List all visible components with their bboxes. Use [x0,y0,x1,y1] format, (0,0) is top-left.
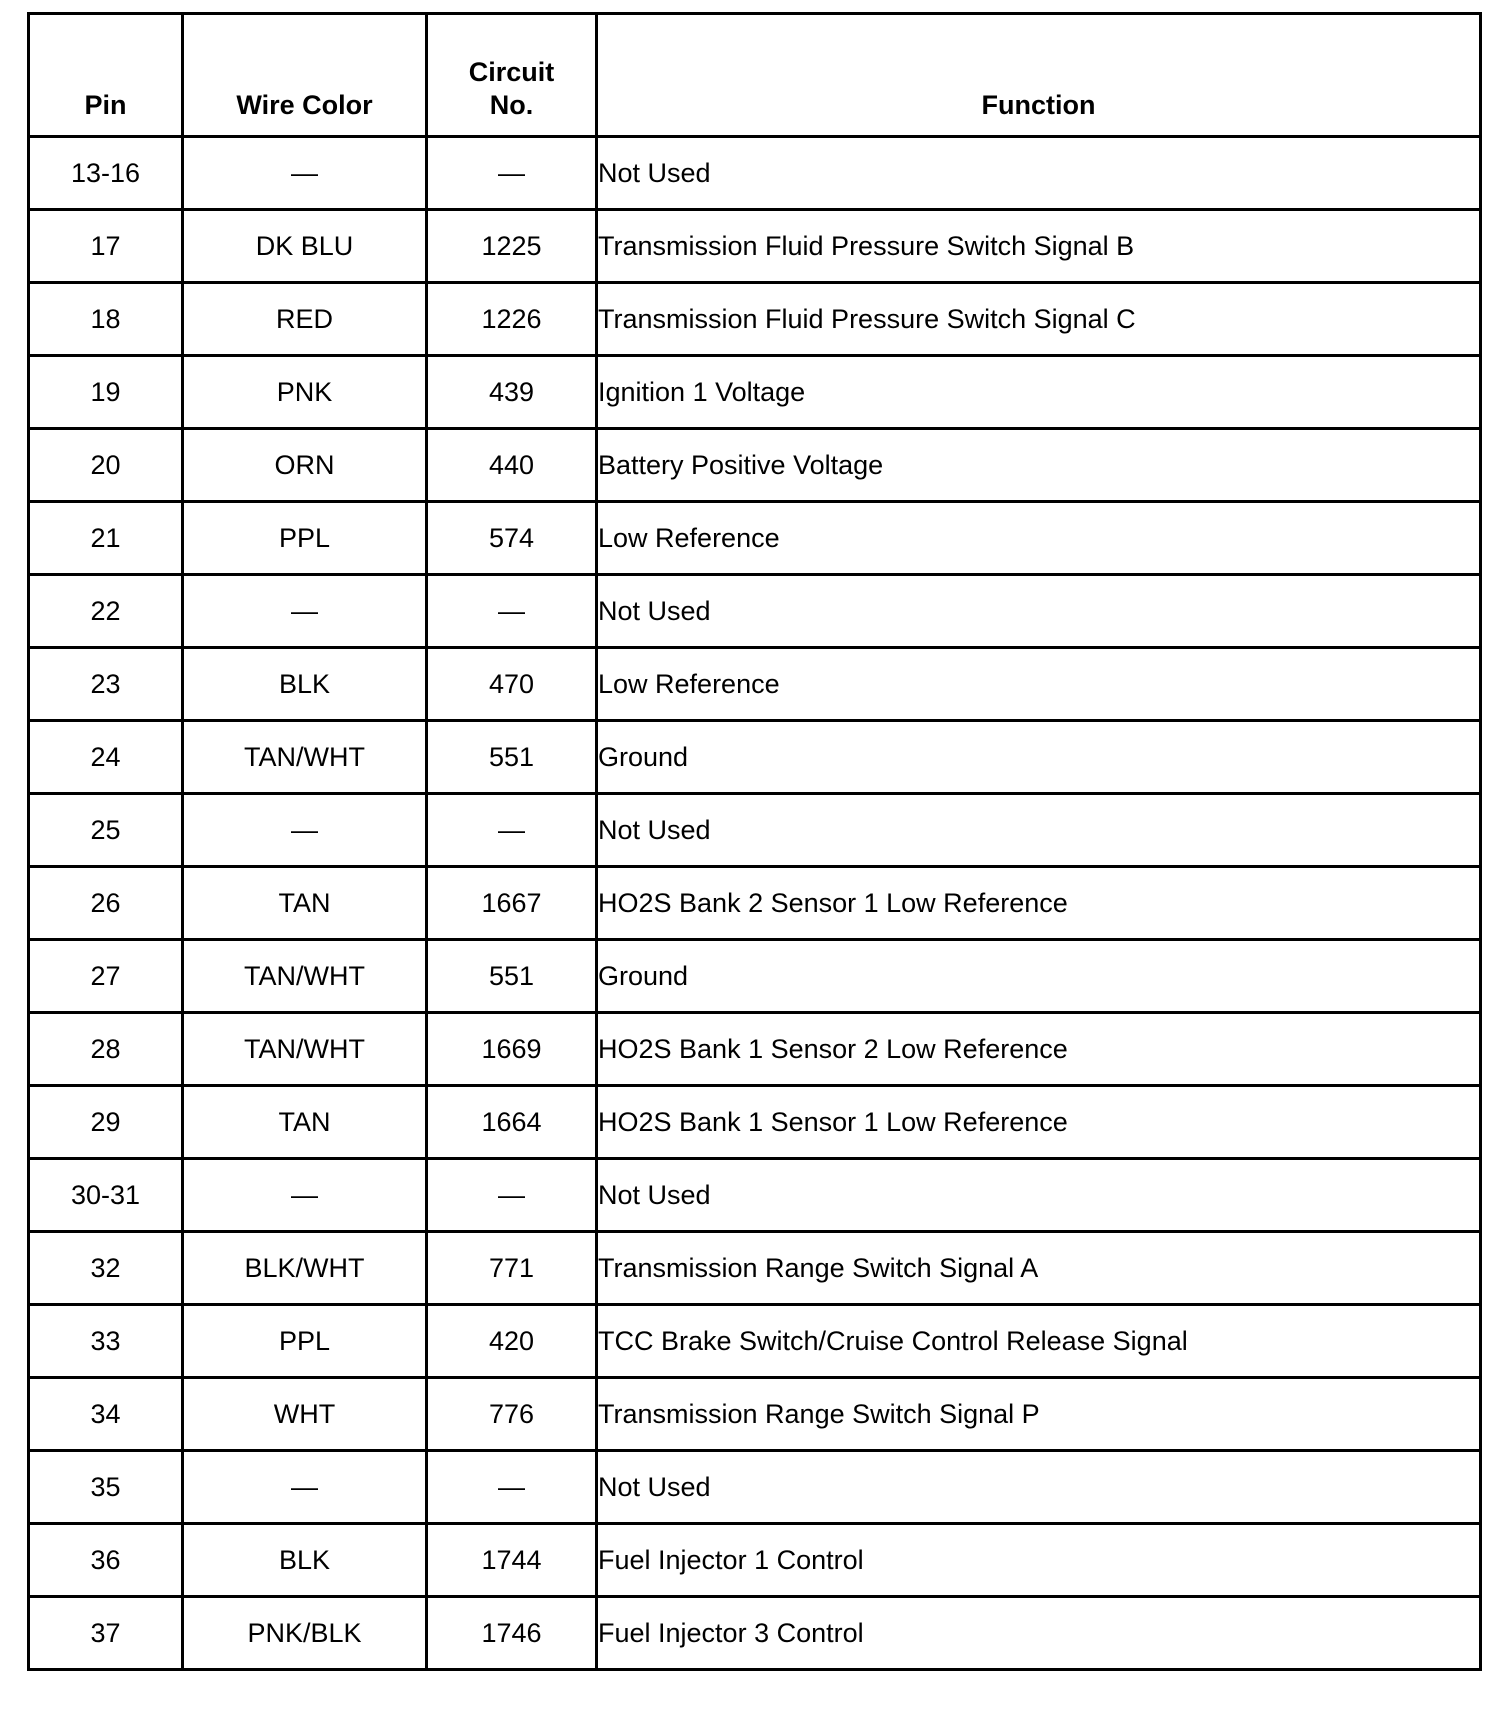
table-row [29,1013,1481,1086]
circuit-no-cell: 551 [427,721,597,794]
pin-cell: 30-31 [29,1159,183,1232]
connector-pinout-table [27,12,1482,1671]
pin-cell: 36 [29,1524,183,1597]
function-cell: Not Used [597,794,1481,867]
pin-cell: 22 [29,575,183,648]
function-cell: Transmission Fluid Pressure Switch Signal C [597,283,1481,356]
wire-color-cell: TAN/WHT [183,940,427,1013]
table-body [29,137,1481,1670]
table-row [29,1086,1481,1159]
wire-color-cell: BLK [183,648,427,721]
function-cell: HO2S Bank 2 Sensor 1 Low Reference [597,867,1481,940]
circuit-no-cell: 1669 [427,1013,597,1086]
table-row [29,502,1481,575]
pin-cell: 20 [29,429,183,502]
function-cell: TCC Brake Switch/Cruise Control Release Signal [597,1305,1481,1378]
table-row [29,1524,1481,1597]
table-row [29,1451,1481,1524]
wire-color-cell: TAN/WHT [183,721,427,794]
function-cell: HO2S Bank 1 Sensor 1 Low Reference [597,1086,1481,1159]
circuit-no-cell: 1226 [427,283,597,356]
function-cell: Fuel Injector 1 Control [597,1524,1481,1597]
table-row [29,867,1481,940]
table-row [29,429,1481,502]
pin-cell: 37 [29,1597,183,1670]
wire-color-cell: DK BLU [183,210,427,283]
header-circuit-line2: No. [489,89,534,120]
circuit-no-cell: 551 [427,940,597,1013]
table-row [29,283,1481,356]
function-cell: Low Reference [597,502,1481,575]
table-row [29,721,1481,794]
header-pin: Pin [29,14,183,137]
function-cell: Battery Positive Voltage [597,429,1481,502]
header-function: Function [597,14,1481,137]
wire-color-cell: TAN [183,867,427,940]
pin-cell: 17 [29,210,183,283]
circuit-no-cell: 574 [427,502,597,575]
wire-color-cell: — [183,137,427,210]
wire-color-cell: BLK/WHT [183,1232,427,1305]
pin-cell: 24 [29,721,183,794]
function-cell: Transmission Range Switch Signal A [597,1232,1481,1305]
function-cell: Low Reference [597,648,1481,721]
wire-color-cell: — [183,794,427,867]
circuit-no-cell: 420 [427,1305,597,1378]
circuit-no-cell: 1664 [427,1086,597,1159]
circuit-no-cell: 470 [427,648,597,721]
wire-color-cell: WHT [183,1378,427,1451]
function-cell: HO2S Bank 1 Sensor 2 Low Reference [597,1013,1481,1086]
table-row [29,137,1481,210]
wire-color-cell: PPL [183,502,427,575]
wire-color-cell: ORN [183,429,427,502]
table-row [29,1305,1481,1378]
function-cell: Not Used [597,575,1481,648]
circuit-no-cell: 1667 [427,867,597,940]
table-row [29,794,1481,867]
wire-color-cell: PPL [183,1305,427,1378]
circuit-no-cell: 440 [427,429,597,502]
circuit-no-cell: 1746 [427,1597,597,1670]
circuit-no-cell: — [427,1451,597,1524]
function-cell: Fuel Injector 3 Control [597,1597,1481,1670]
pin-cell: 34 [29,1378,183,1451]
function-cell: Ground [597,721,1481,794]
function-cell: Transmission Range Switch Signal P [597,1378,1481,1451]
table-row [29,1159,1481,1232]
table-row [29,1378,1481,1451]
function-cell: Not Used [597,1159,1481,1232]
pin-cell: 13-16 [29,137,183,210]
pin-cell: 28 [29,1013,183,1086]
pin-cell: 32 [29,1232,183,1305]
wire-color-cell: TAN [183,1086,427,1159]
pin-cell: 33 [29,1305,183,1378]
header-circuit-line1: Circuit [468,57,555,88]
function-cell: Not Used [597,1451,1481,1524]
function-cell: Ground [597,940,1481,1013]
header-circuit-no [427,14,597,137]
wire-color-cell: PNK [183,356,427,429]
circuit-no-cell: — [427,1159,597,1232]
wire-color-cell: BLK [183,1524,427,1597]
pin-cell: 23 [29,648,183,721]
circuit-no-cell: 1225 [427,210,597,283]
pin-cell: 19 [29,356,183,429]
wire-color-cell: — [183,1451,427,1524]
circuit-no-cell: 771 [427,1232,597,1305]
table-row [29,648,1481,721]
circuit-no-cell: — [427,137,597,210]
function-cell: Not Used [597,137,1481,210]
circuit-no-cell: 439 [427,356,597,429]
table-row [29,356,1481,429]
pin-cell: 35 [29,1451,183,1524]
wire-color-cell: PNK/BLK [183,1597,427,1670]
table-row [29,940,1481,1013]
function-cell: Ignition 1 Voltage [597,356,1481,429]
circuit-no-cell: 1744 [427,1524,597,1597]
pin-cell: 21 [29,502,183,575]
wire-color-cell: — [183,1159,427,1232]
pin-cell: 25 [29,794,183,867]
table-row [29,210,1481,283]
table-row [29,575,1481,648]
header-wire-color: Wire Color [183,14,427,137]
wire-color-cell: — [183,575,427,648]
pin-cell: 27 [29,940,183,1013]
function-cell: Transmission Fluid Pressure Switch Signal B [597,210,1481,283]
wire-color-cell: RED [183,283,427,356]
circuit-no-cell: — [427,794,597,867]
table-row [29,1597,1481,1670]
table-row [29,1232,1481,1305]
pin-cell: 18 [29,283,183,356]
pin-cell: 26 [29,867,183,940]
circuit-no-cell: — [427,575,597,648]
circuit-no-cell: 776 [427,1378,597,1451]
wire-color-cell: TAN/WHT [183,1013,427,1086]
table-header-row [29,14,1481,137]
pin-cell: 29 [29,1086,183,1159]
